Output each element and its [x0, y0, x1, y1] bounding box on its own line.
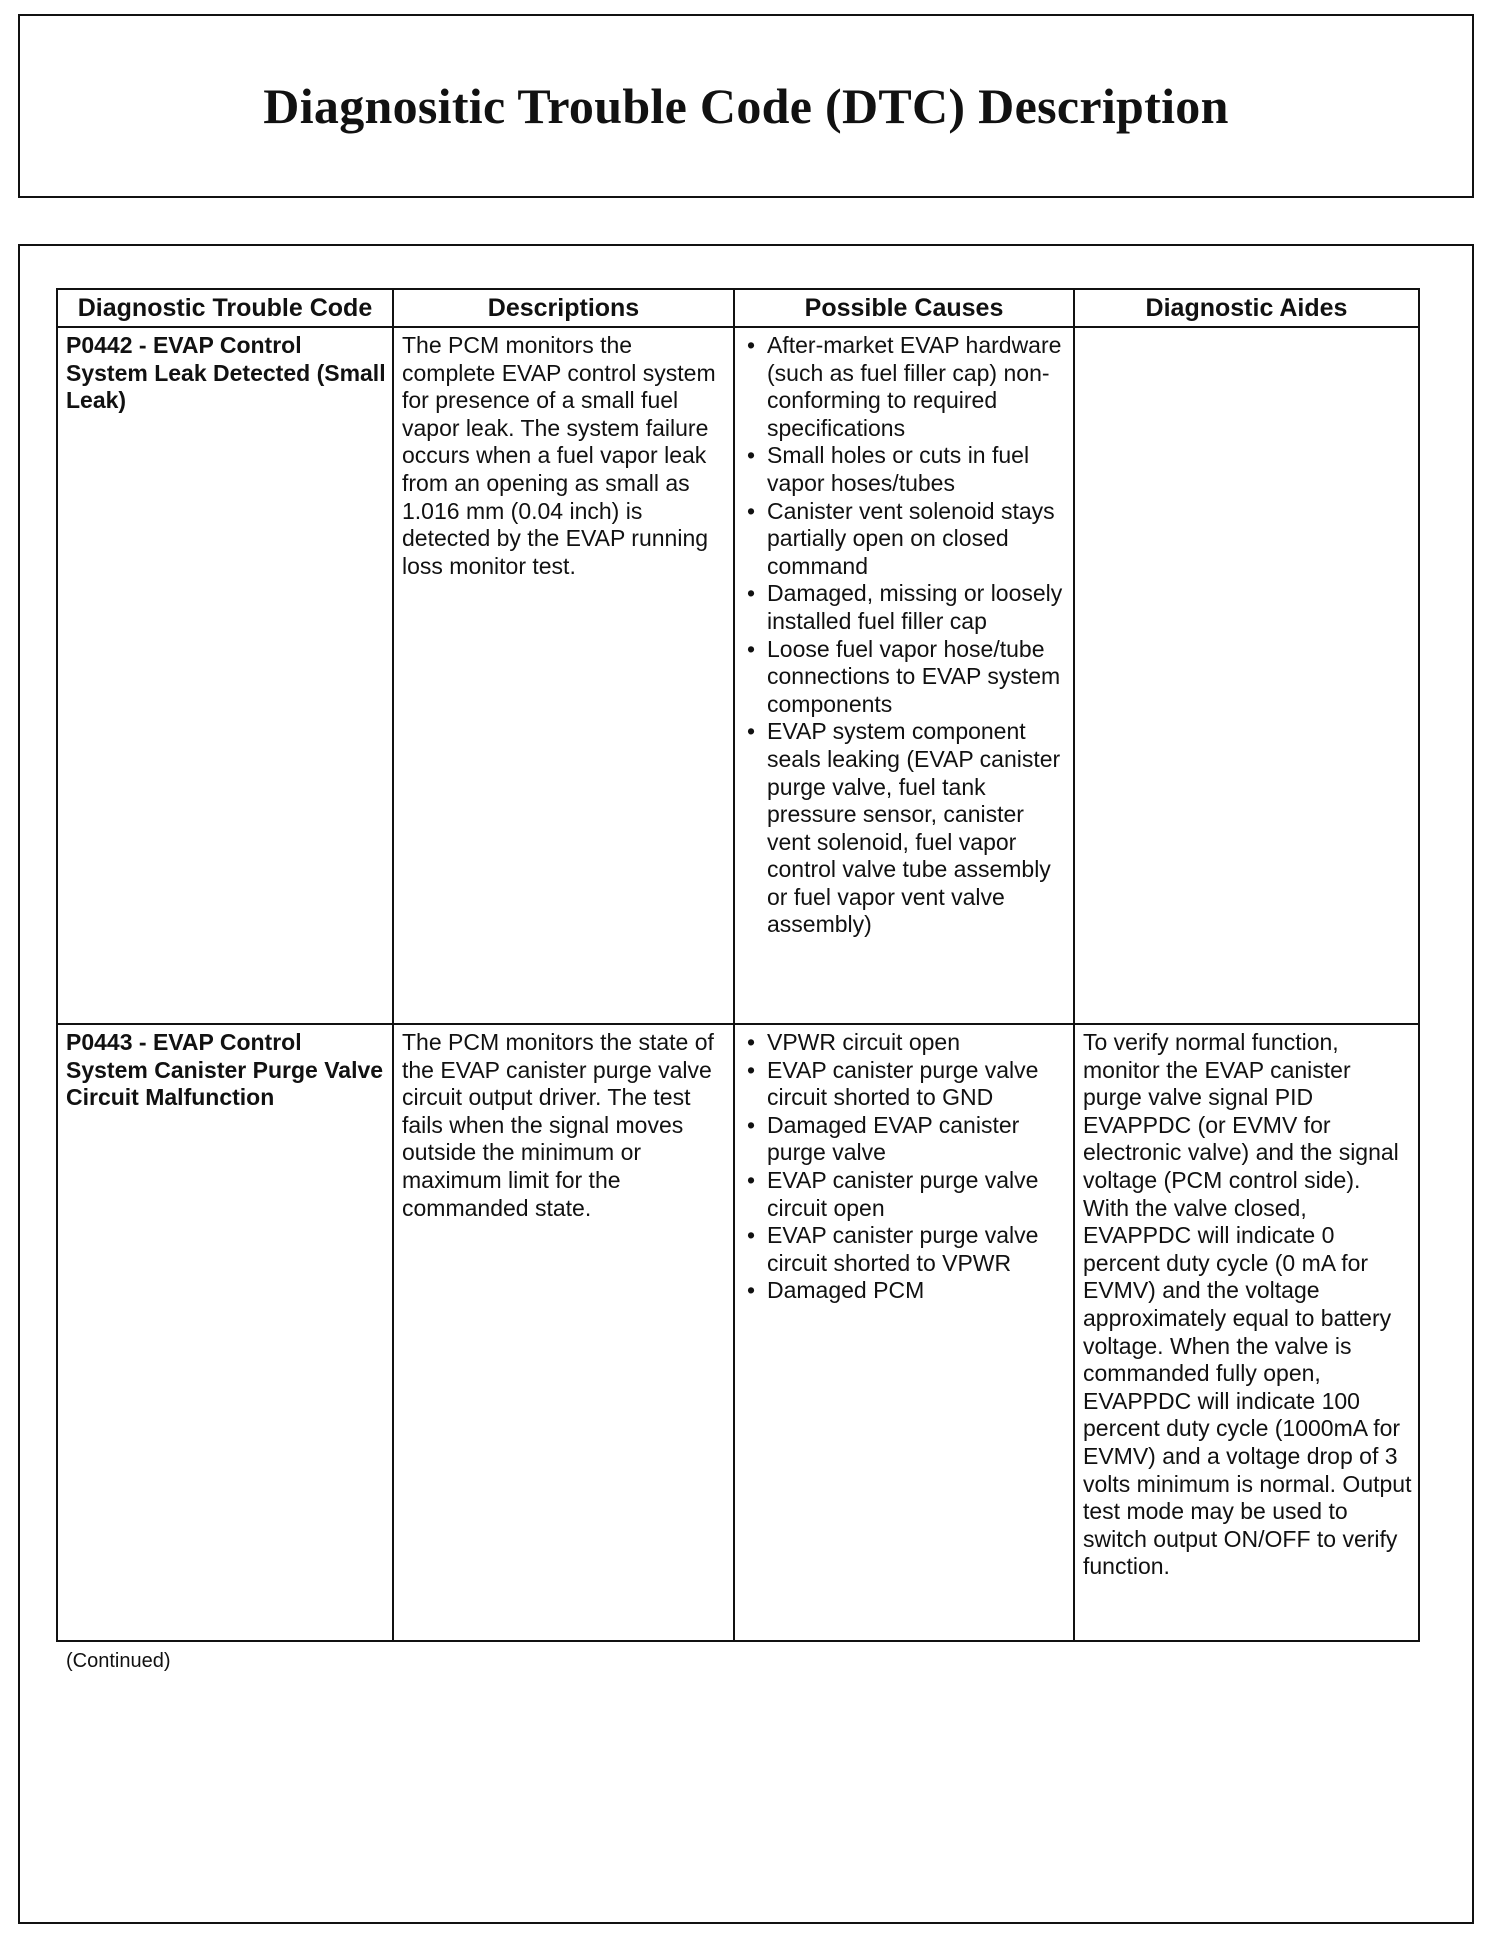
list-item: • Small holes or cuts in fuel vapor hoses/tubes — [743, 442, 1067, 497]
list-item: • EVAP canister purge valve circuit shorted to VPWR — [743, 1222, 1067, 1277]
dtc-causes — [734, 1024, 1074, 1641]
list-item: • Damaged PCM — [743, 1277, 1067, 1305]
list-item: • After-market EVAP hardware (such as fuel filler cap) non-conforming to required specifications — [743, 332, 1067, 442]
dtc-code: P0443 - EVAP Control System Canister Purge Valve Circuit Malfunction — [57, 1024, 393, 1641]
causes-list — [743, 1029, 1067, 1305]
list-item: • Damaged, missing or loosely installed fuel filler cap — [743, 580, 1067, 635]
dtc-aides — [1074, 327, 1419, 1024]
list-item: • Loose fuel vapor hose/tube connections to EVAP system components — [743, 636, 1067, 719]
dtc-code: P0442 - EVAP Control System Leak Detected (Small Leak) — [57, 327, 393, 1024]
table-row — [57, 1024, 1419, 1641]
dtc-description: The PCM monitors the state of the EVAP canister purge valve circuit output driver. The test fails when the signal moves outside the minimum or maximum limit for the commanded state. — [393, 1024, 734, 1641]
list-item: • Canister vent solenoid stays partially open on closed command — [743, 498, 1067, 581]
header-dtc: Diagnostic Trouble Code — [57, 289, 393, 327]
header-diagnostic-aides: Diagnostic Aides — [1074, 289, 1419, 327]
content-box — [18, 244, 1474, 1924]
dtc-description: The PCM monitors the complete EVAP control system for presence of a small fuel vapor leak. The system failure occurs when a fuel vapor leak from an opening as small as 1.016 mm (0.04 inch) is detected by the EVAP running loss monitor test. — [393, 327, 734, 1024]
list-item: • EVAP system component seals leaking (EVAP canister purge valve, fuel tank pressure sensor, canister vent solenoid, fuel vapor control valve tube assembly or fuel vapor vent valve assembly) — [743, 718, 1067, 939]
table-row — [57, 327, 1419, 1024]
list-item: • Damaged EVAP canister purge valve — [743, 1112, 1067, 1167]
header-possible-causes: Possible Causes — [734, 289, 1074, 327]
causes-list — [743, 332, 1067, 939]
list-item: • EVAP canister purge valve circuit open — [743, 1167, 1067, 1222]
continued-note: (Continued) — [66, 1650, 171, 1672]
table-header-row — [57, 289, 1419, 327]
list-item: • EVAP canister purge valve circuit shorted to GND — [743, 1057, 1067, 1112]
page-title: Diagnositic Trouble Code (DTC) Description — [263, 78, 1229, 134]
list-item: • VPWR circuit open — [743, 1029, 1067, 1057]
header-descriptions: Descriptions — [393, 289, 734, 327]
title-box — [18, 14, 1474, 198]
dtc-aides: To verify normal function, monitor the EVAP canister purge valve signal PID EVAPPDC (or EVMV for electronic valve) and the signal voltage (PCM control side). With the valve closed, EVAPPDC will indicate 0 percent duty cycle (0 mA for EVMV) and the voltage approximately equal to battery voltage. When the valve is commanded fully open, EVAPPDC will indicate 100 percent duty cycle (1000mA for EVMV) and a voltage drop of 3 volts minimum is normal. Output test mode may be used to switch output ON/OFF to verify function. — [1074, 1024, 1419, 1641]
dtc-causes — [734, 327, 1074, 1024]
dtc-table — [56, 288, 1420, 1642]
